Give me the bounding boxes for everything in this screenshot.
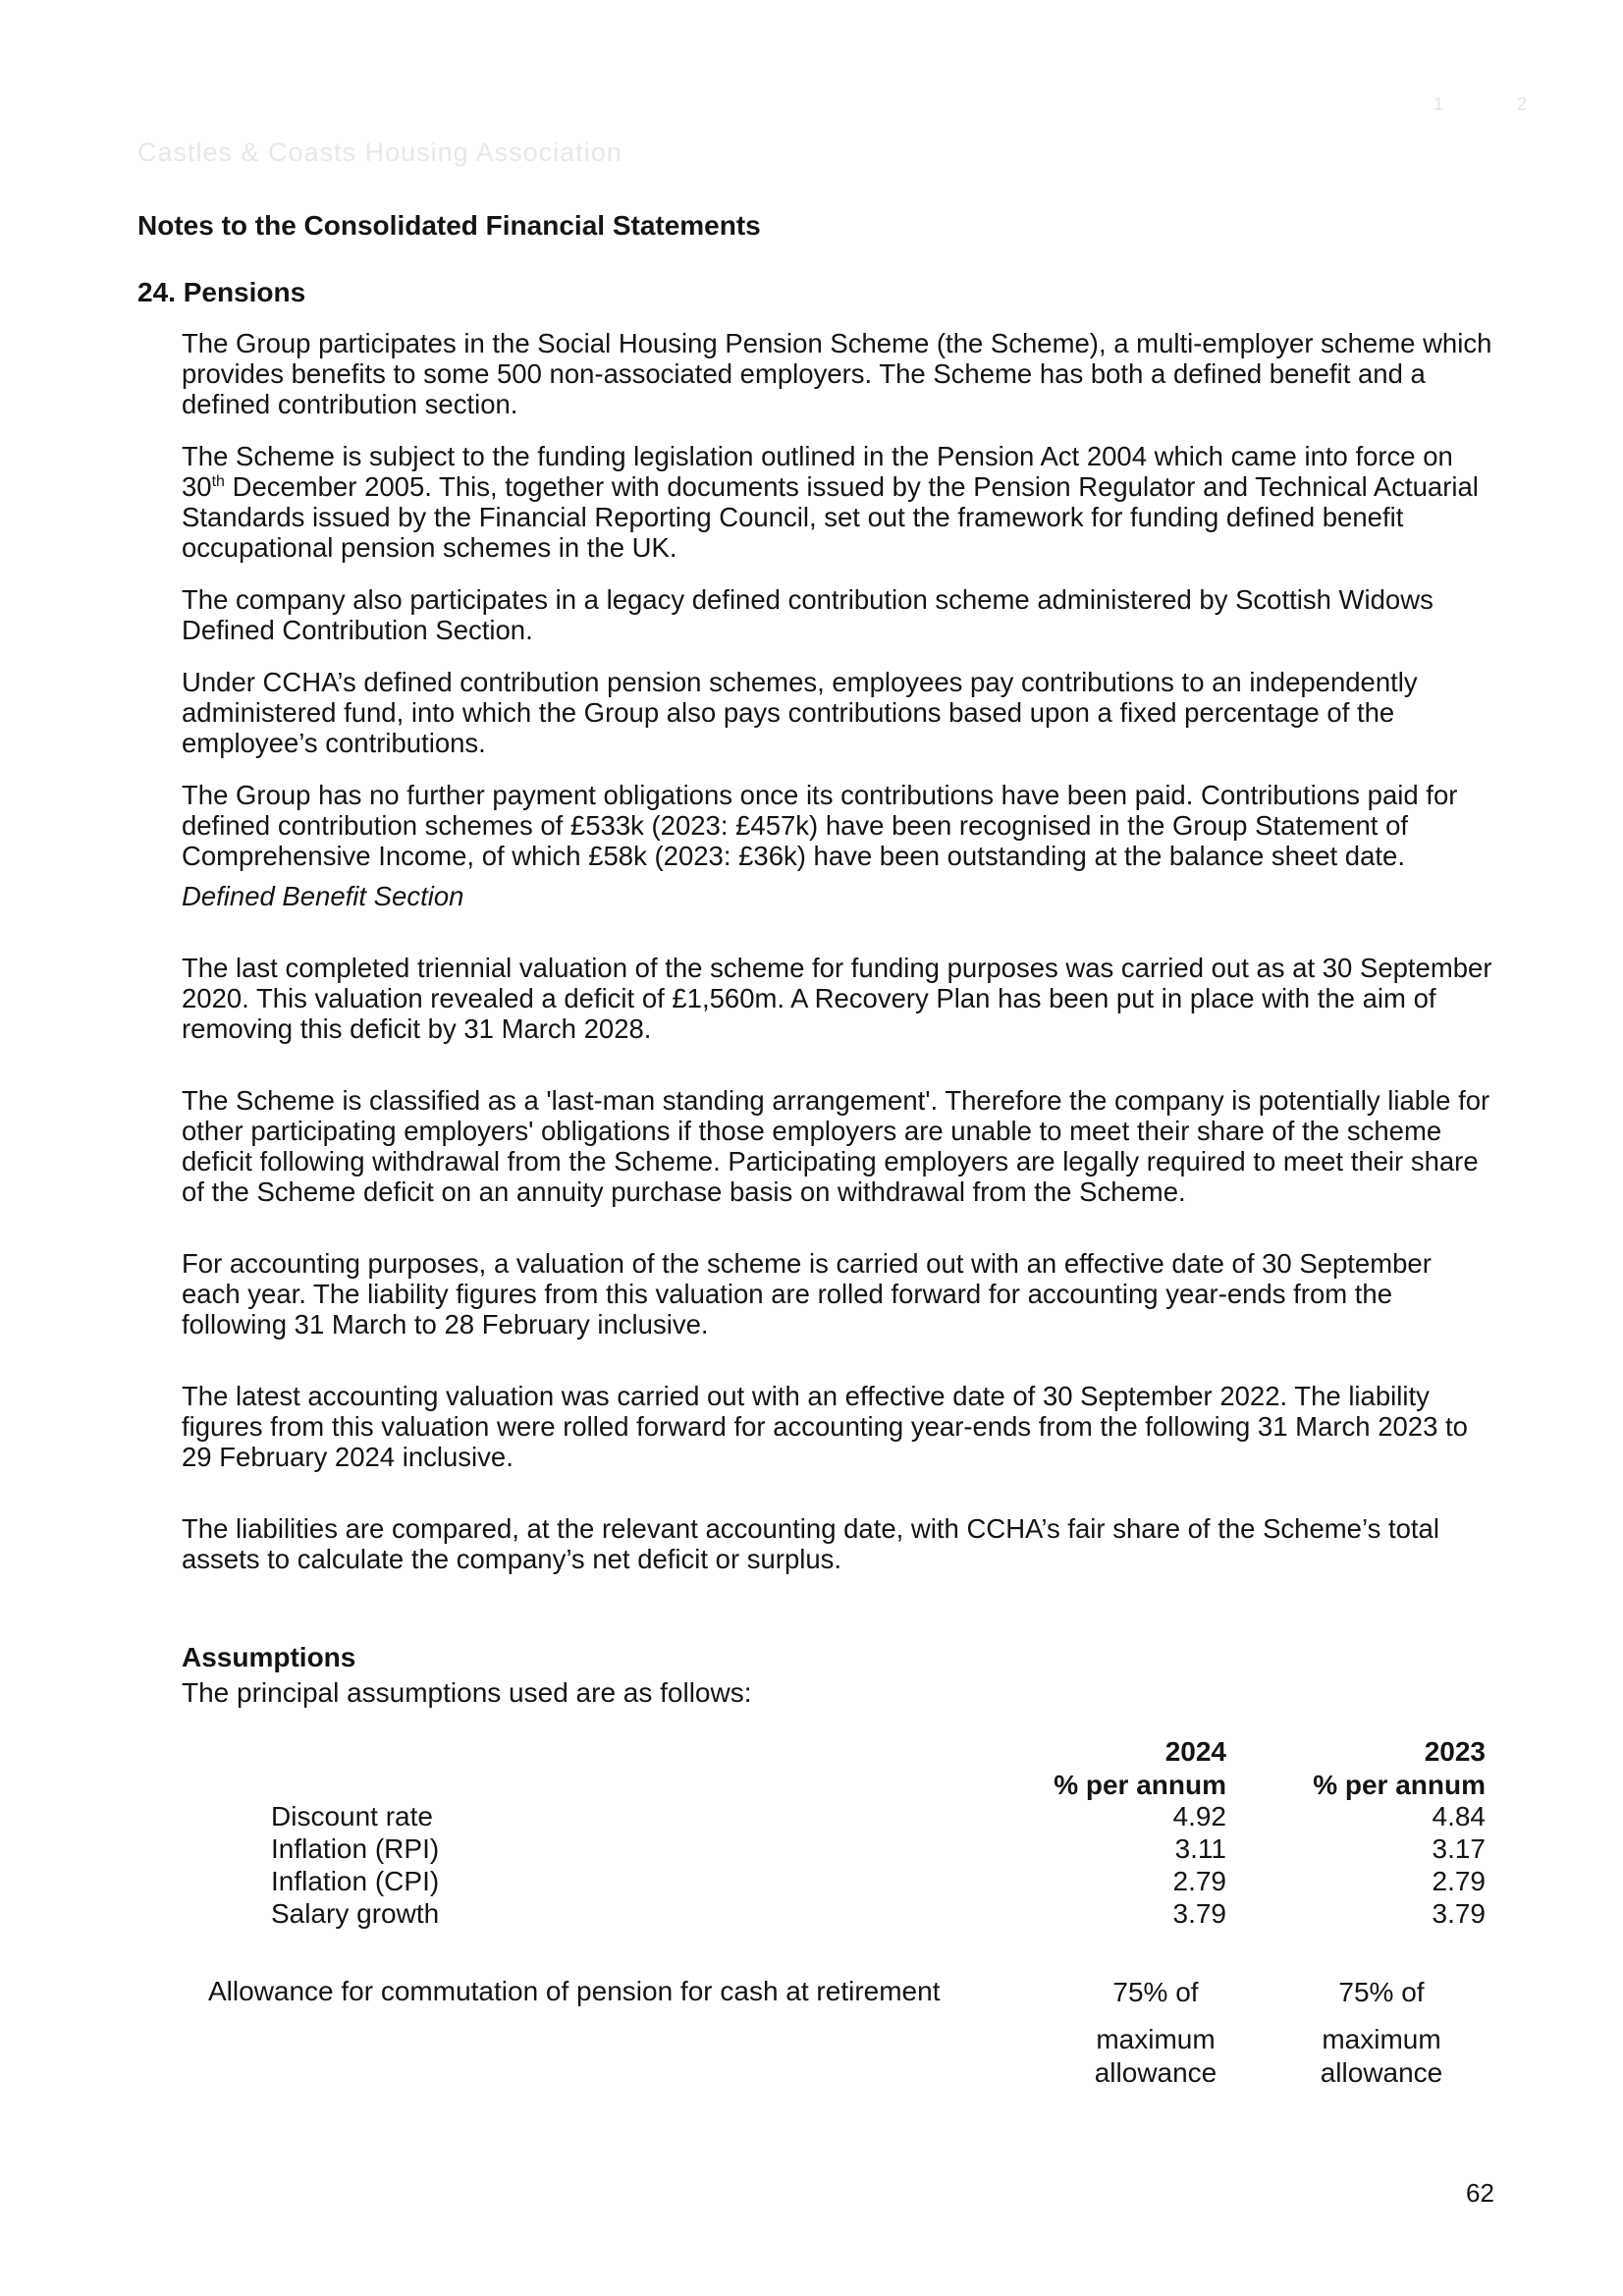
document-title: Notes to the Consolidated Financial Statements [137,210,761,241]
allowance-text: 75% of [1112,1977,1199,2007]
unit-2024: % per annum [1054,1770,1226,1800]
subheading: Defined Benefit Section [182,881,464,911]
paragraph: The liabilities are compared, at the relevant accounting date, with CCHA’s fair share of the Scheme’s total assets to calculate the company’s net deficit or surplus. [182,1513,1439,1574]
allowance-text: maximum [1322,2024,1441,2054]
page-number: 62 [1466,2178,1494,2208]
paragraph: The Scheme is classified as a 'last-man standing arrangement'. Therefore the company is potentially liable for other participating employers' obligations if those employers are unable to meet their share of the scheme deficit following withdrawal from the Scheme. Participating employers are legally required to meet their share of the Scheme deficit on an annuity purchase basis on withdrawal from the Scheme. [182,1085,1490,1207]
value-2024: 3.11 [1174,1833,1226,1864]
allowance-text: maximum [1096,2024,1216,2054]
ordinal-suffix: th [211,472,225,490]
paragraph: The latest accounting valuation was carried out with an effective date of 30 September 2022. The liability figures from this valuation were rolled forward for accounting year-ends from the following 31 March 2023 to 29 February 2024 inclusive. [182,1381,1468,1472]
paragraph-text: The Scheme is subject to the funding legislation outlined in the Pension Act 2004 which came into force on 30 [182,441,1453,502]
paragraph: The last completed triennial valuation of the scheme for funding purposes was carried out as at 30 September 2020. This valuation revealed a deficit of £1,560m. A Recovery Plan has been put in place with the aim of removing this deficit by 31 March 2028. [182,953,1492,1044]
value-2023: 2.79 [1432,1866,1486,1896]
column-header-2023: 2023 [1424,1736,1486,1767]
paragraph: Under CCHA’s defined contribution pension schemes, employees pay contributions to an independently administered fund, into which the Group also pays contributions based upon a fixed percentage of the employee’s contributions. [182,667,1418,758]
allowance-2024 [1072,1976,1239,2090]
allowance-2023 [1298,1976,1465,2090]
table-unit-row [0,1770,1623,1803]
value-2024: 3.79 [1172,1898,1226,1929]
faint-header-org-name: Castles & Coasts Housing Association [137,137,622,167]
table-row [0,1898,1623,1932]
row-label: Inflation (RPI) [271,1833,440,1864]
section-heading: 24. Pensions [137,277,306,307]
paragraph: For accounting purposes, a valuation of the scheme is carried out with an effective date of 30 September each year. The liability figures from this valuation are rolled forward for accounting year-ends from the following 31 March to 28 February inclusive. [182,1248,1432,1339]
allowance-text: allowance [1094,2057,1217,2088]
paragraph: The company also participates in a legacy defined contribution scheme administered by Scottish Widows Defined Contribution Section. [182,584,1434,645]
value-2024: 4.92 [1172,1801,1226,1831]
unit-2023: % per annum [1313,1770,1486,1800]
paragraph: The Group participates in the Social Housing Pension Scheme (the Scheme), a multi-employer scheme which provides benefits to some 500 non-associated employers. The Scheme has both a defined benefit and a defined contribution section. [182,328,1492,419]
allowance-text: allowance [1320,2057,1443,2088]
column-header-2024: 2024 [1164,1736,1226,1767]
assumptions-intro: The principal assumptions used are as follows: [182,1677,752,1708]
value-2023: 3.17 [1432,1833,1486,1864]
corner-mark: 1 [1434,94,1444,114]
table-header-row [0,1736,1623,1770]
paragraph: The Group has no further payment obligations once its contributions have been paid. Contributions paid for defined contribution schemes of £533k (2023: £457k) have been recognised in the Group Statement of Comprehensive Income, of which £58k (2023: £36k) have been outstanding at the balance sheet date. [182,780,1458,871]
row-label: Salary growth [271,1898,440,1929]
paragraph [182,441,1497,563]
assumptions-title: Assumptions [182,1642,356,1672]
table-row [0,1801,1623,1834]
corner-mark: 2 [1517,94,1528,114]
section-body [182,328,1497,1574]
allowance-text: 75% of [1338,1977,1425,2007]
allowance-label: Allowance for commutation of pension for cash at retirement [208,1976,941,2006]
paragraph-text: December 2005. This, together with documents issued by the Pension Regulator and Technical Actuarial Standards issued by the Financial Reporting Council, set out the framework for funding defined benefit occupational pension schemes in the UK. [182,471,1479,563]
table-row [0,1866,1623,1899]
row-label: Inflation (CPI) [271,1866,440,1896]
value-2024: 2.79 [1172,1866,1226,1896]
row-label: Discount rate [271,1801,433,1831]
value-2023: 3.79 [1432,1898,1486,1929]
value-2023: 4.84 [1432,1801,1486,1831]
table-row [0,1833,1623,1867]
corner-marks [1434,94,1596,115]
